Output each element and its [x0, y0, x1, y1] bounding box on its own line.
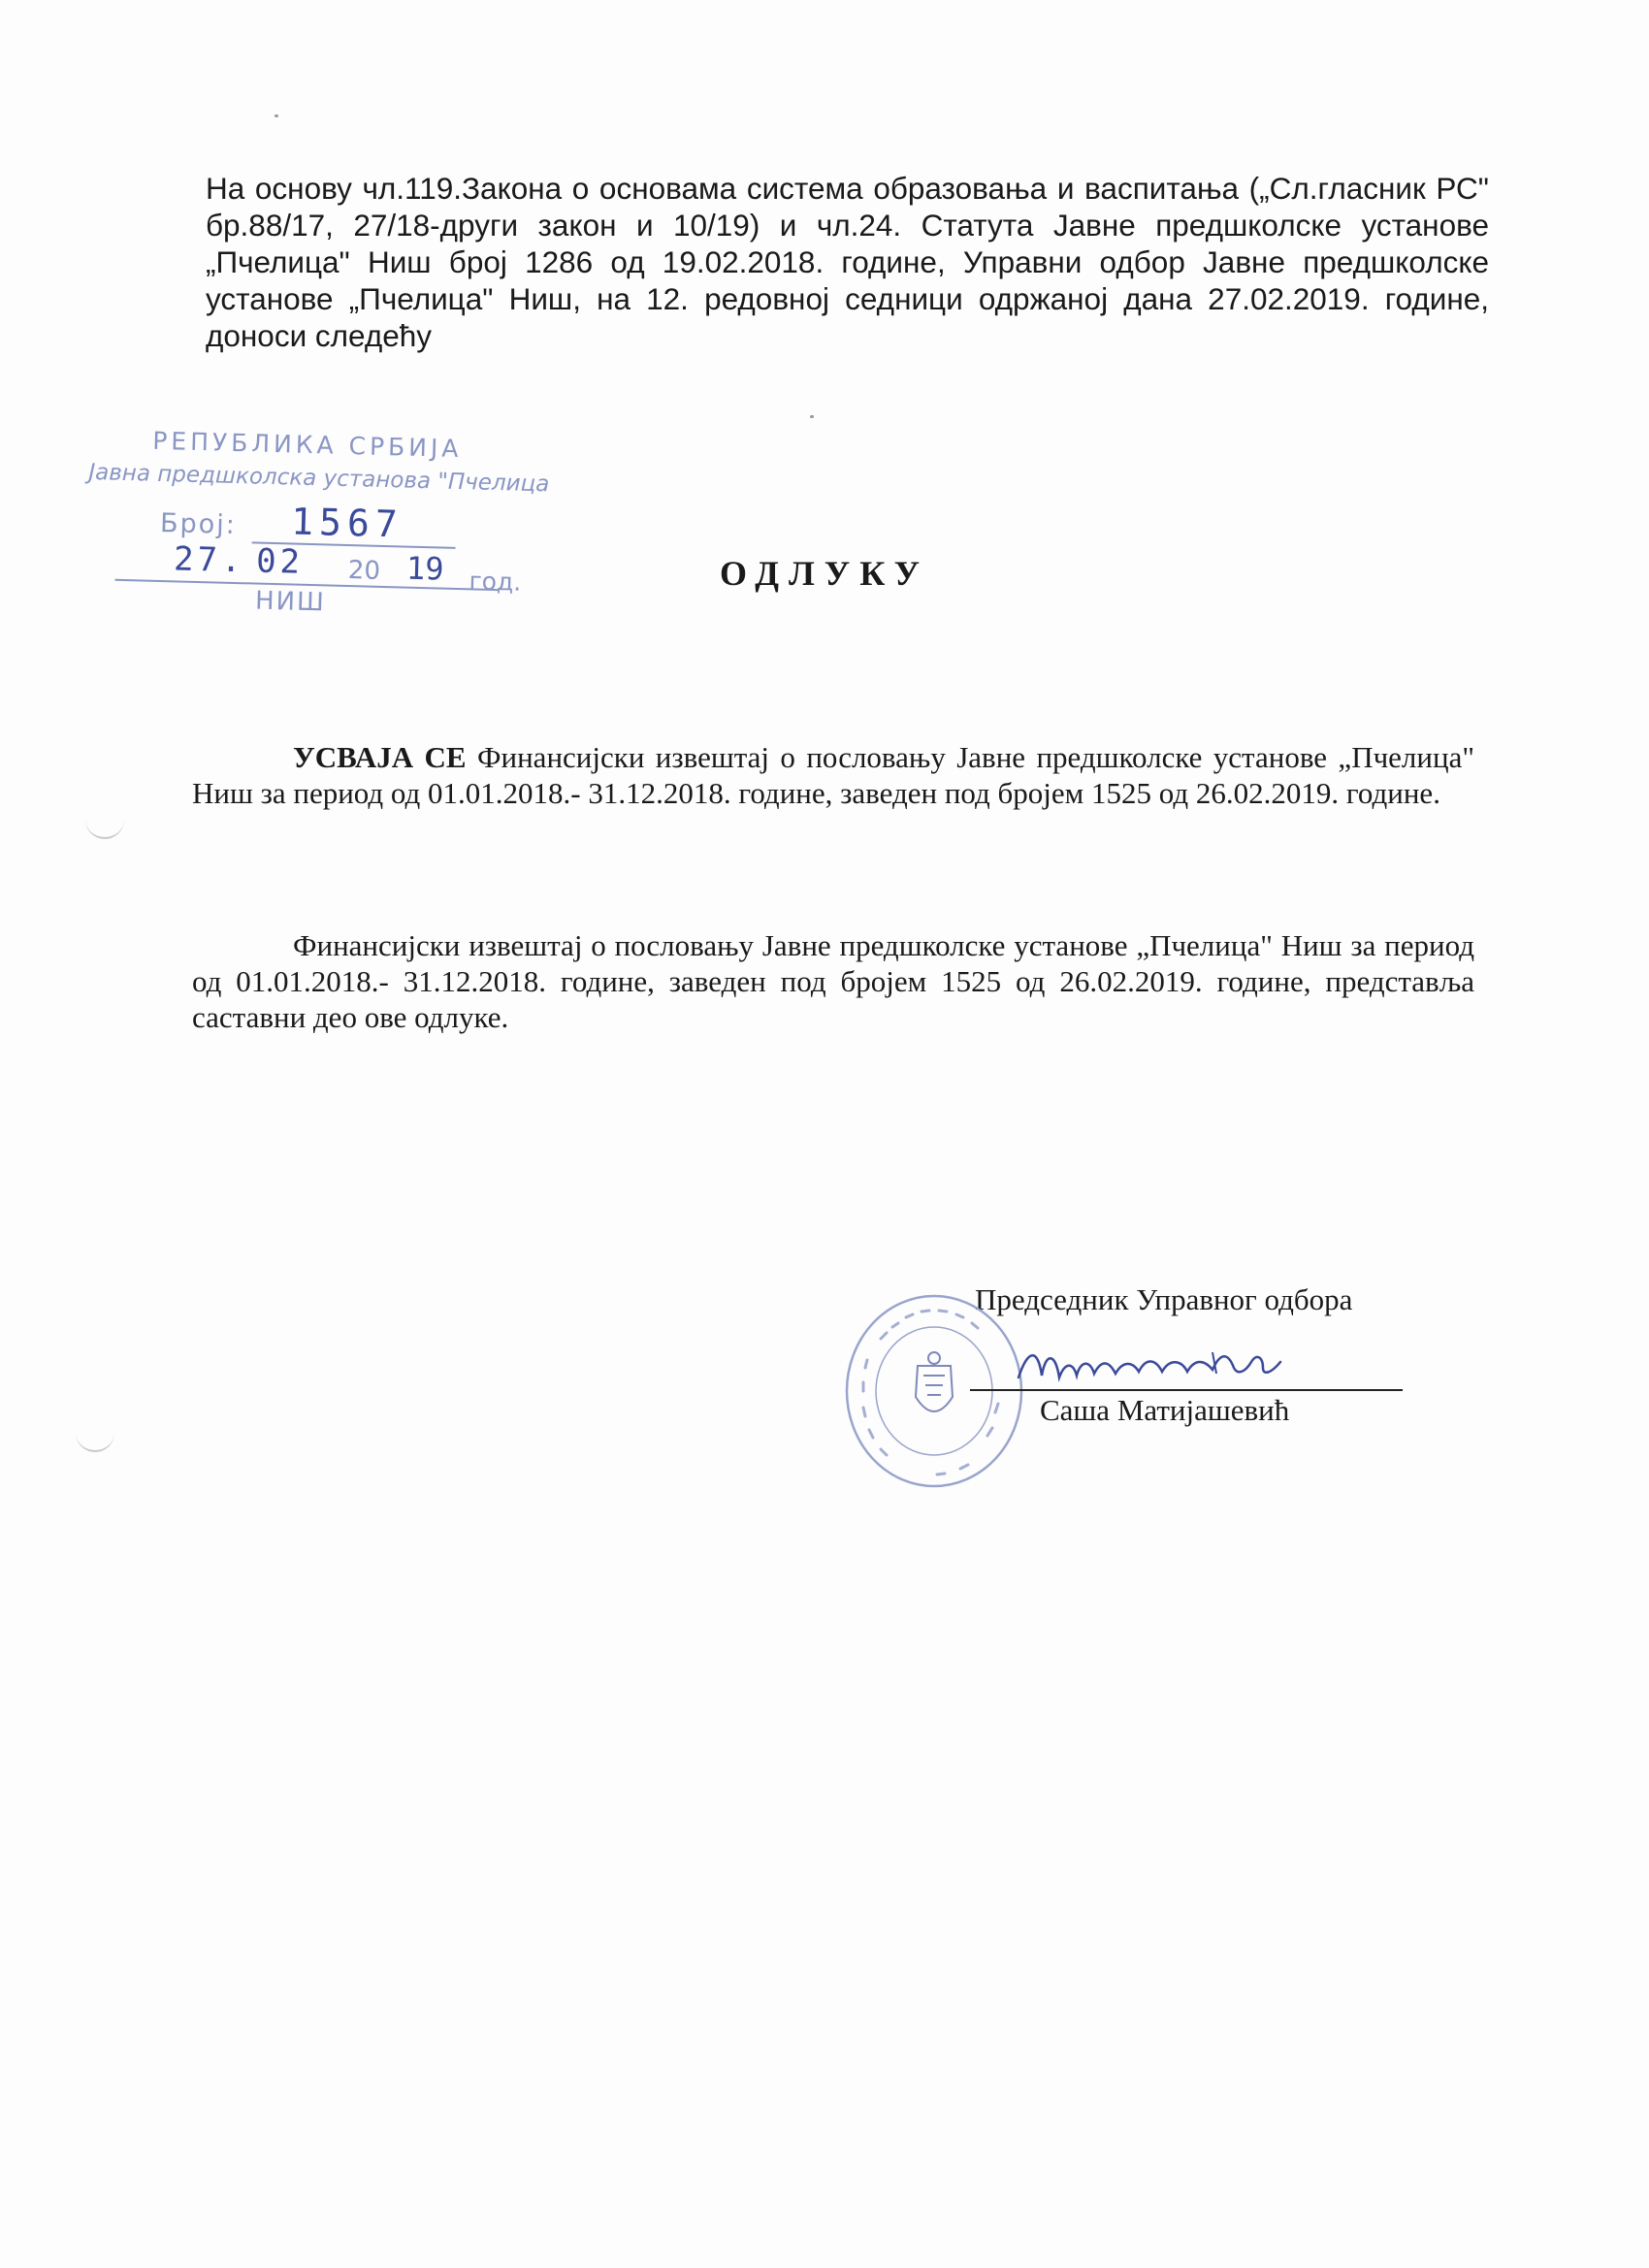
scan-speck — [275, 114, 278, 117]
president-name: Саша Матијашевић — [1040, 1393, 1290, 1427]
stamp-country: РЕПУБЛИКА СРБИЈА — [151, 426, 463, 464]
stamp-city: НИШ — [254, 586, 327, 618]
president-signature — [1009, 1339, 1300, 1397]
president-title: Председник Управног одбора — [975, 1282, 1353, 1316]
registry-stamp — [55, 420, 565, 637]
signature-line — [970, 1389, 1403, 1391]
stamp-year-prefix: 20 — [347, 556, 381, 586]
stamp-year-label: год. — [469, 567, 522, 597]
attachment-paragraph: Финансијски извештај о пословању Јавне предшколске установе „Пчелица" Ниш за период од 01.01.2018.- 31.12.2018. године, заведен под бројем 1525 од 26.02.2019. године, представља саставни део ове одлуке. — [192, 928, 1474, 1034]
stamp-year-suffix: 19 — [405, 549, 444, 588]
punch-hole — [85, 818, 124, 839]
scan-speck — [810, 415, 814, 418]
stamp-number-label: Број: — [159, 507, 238, 540]
stamp-date-month: 02 — [255, 541, 305, 582]
decision-lead: УСВАЈА СЕ — [293, 740, 467, 774]
stamp-institution: Јавна предшколска установа "Пчелица — [88, 460, 550, 498]
decision-text: Финансијски извештај о пословању Јавне предшколске установе „Пчелица" Ниш за период од 01.01.2018.- 31.12.2018. године, заведен под бројем 1525 од 26.02.2019. године. — [192, 740, 1474, 810]
intro-paragraph: На основу чл.119.Закона о основама система образовања и васпитања („Сл.гласник РС" бр.88/17, 27/18-други закон и 10/19) и чл.24. Статута Јавне предшколске установе „Пчелица" Ниш број 1286 од 19.02.2018. године, Управни одбор Јавне предшколске установе „Пчелица" Ниш, на 12. редовној седници одржаној дана 27.02.2019. године, доноси следећу — [206, 171, 1489, 353]
stamp-number-value: 1567 — [290, 500, 404, 546]
decision-paragraph — [192, 739, 1474, 811]
official-seal — [842, 1290, 1026, 1492]
document-title: ОДЛУКУ — [719, 554, 930, 593]
punch-hole — [76, 1431, 114, 1452]
stamp-date-day: 27. — [173, 539, 246, 581]
